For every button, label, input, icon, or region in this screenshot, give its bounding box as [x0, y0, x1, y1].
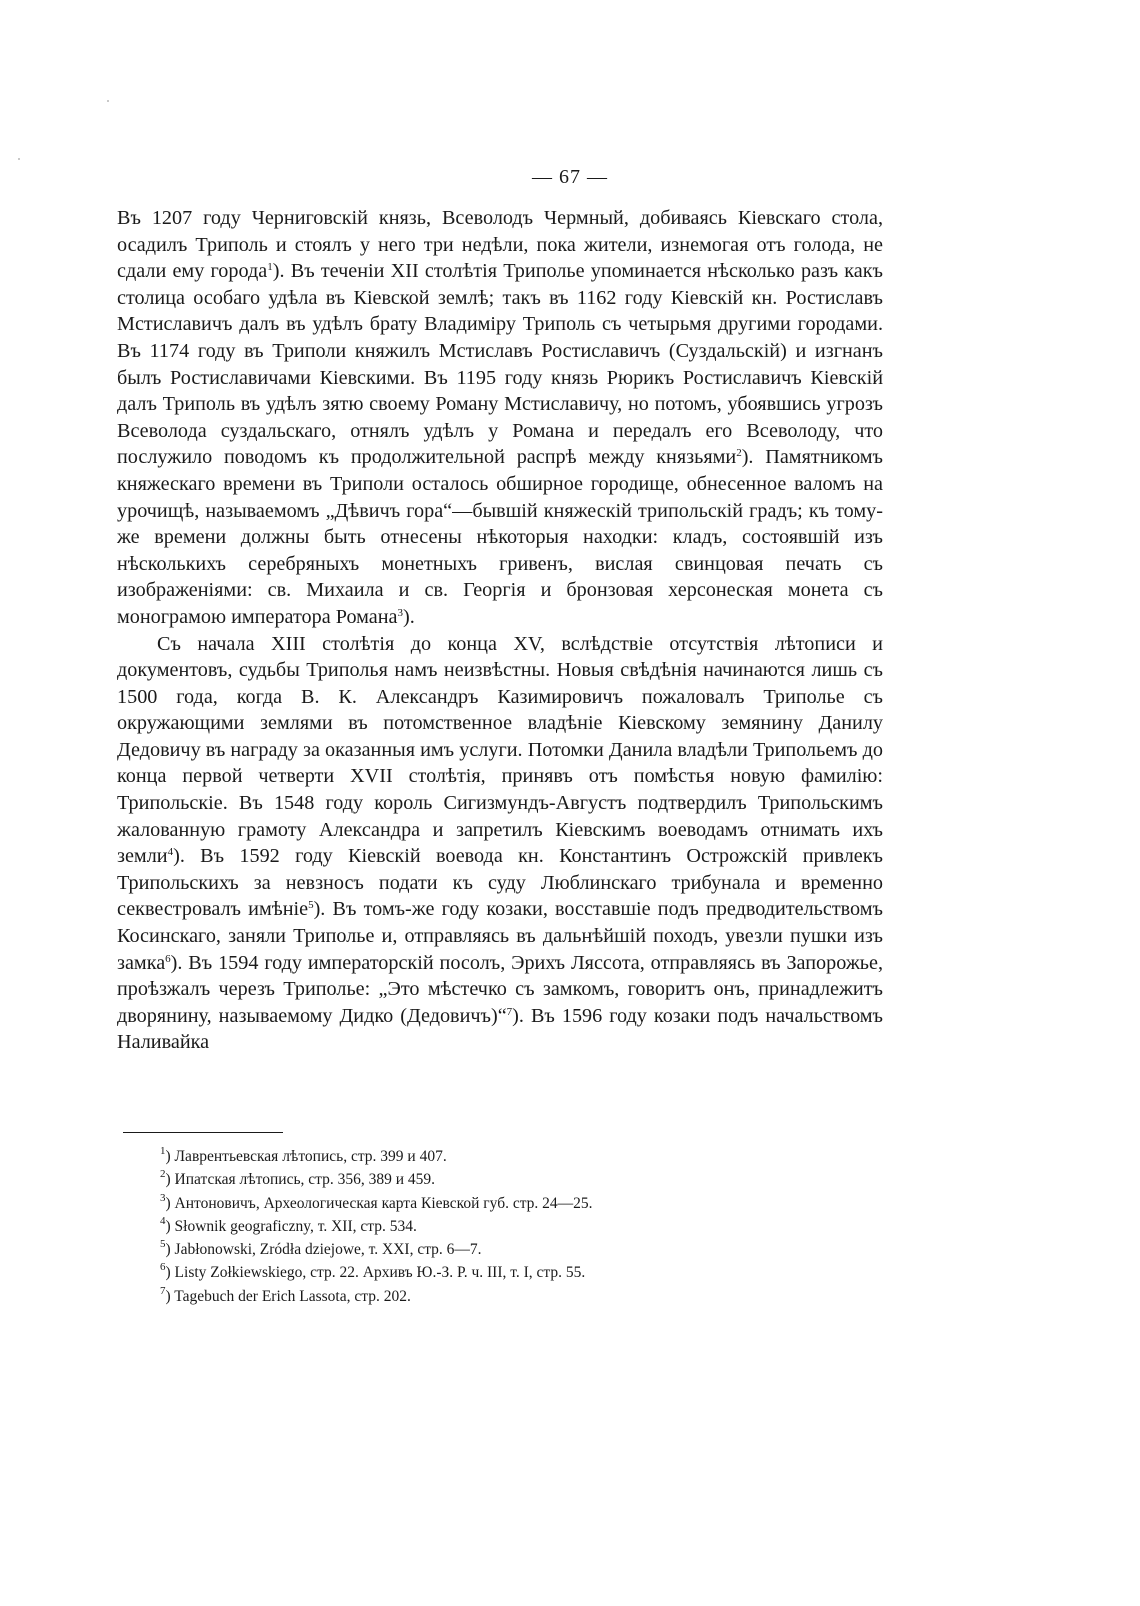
- footnote-text: Лаврентьевская лѣтопись, стр. 399 и 407.: [174, 1148, 447, 1165]
- text-run: ). Въ теченіи XII столѣтія Триполье упоминается нѣсколько разъ какъ столица особаго удѣла въ Кіевской землѣ; такъ въ 1162 году Кіевскій кн. Ростиславъ Мстиславичъ далъ въ удѣлъ брату Владиміру Триполь съ четырьмя другими городами. Въ 1174 году въ Триполи княжилъ Мстиславъ Ростиславичъ (Суздальскій) и изгнанъ былъ Ростиславичами Кіевскими. Въ 1195 году князь Рюрикъ Ростиславичъ Кіевскій далъ Триполь въ удѣлъ зятю своему Роману Мстиславичу, но потомъ, убоявшись угрозъ Всеволода суздальскаго, отнялъ удѣлъ у Романа и передалъ его Всеволоду, что послужило поводомъ къ продолжительной распрѣ между князьями: [117, 260, 883, 469]
- text-run: ). Въ томъ-же году козаки, восставшіе подъ предводительствомъ Косинскаго, заняли Триполье и, отправляясь въ дальнѣйшій походъ, увезли пушки изъ замка: [117, 898, 883, 974]
- footnote-text: Jabłonowski, Zródła dziejowe, т. XXI, стр. 6—7.: [174, 1241, 482, 1259]
- footnote-text: Tagebuch der Erich Lassota, стр. 202.: [174, 1287, 411, 1305]
- footnote-text: Антоновичъ, Археологическая карта Кіевской губ. стр. 24—25.: [174, 1194, 593, 1212]
- footnote-1: $^1$) Лаврентьевская лѣтопись, стр. 399 и 407.: [160, 1145, 447, 1165]
- text-run: ).: [403, 605, 415, 628]
- footnote-mark: 7: [160, 1284, 166, 1297]
- paragraph-2: [117, 631, 883, 1057]
- footnote-4: $^4$) Słownik geograficzny, т. XII, стр. 534.: [160, 1214, 417, 1235]
- text-run: Съ начала XIII столѣтія до конца XV, вслѣдствіе отсутствія лѣтописи и документовъ, судьбы Триполья намъ неизвѣстны. Новыя свѣдѣнія начинаются лишь съ 1500 года, когда В. К. Александръ Казимировичъ пожаловалъ Триполье съ окружающими землями въ потомственное владѣніе Кіевскому земянину Данилу Дедовичу въ награду за оказанныя имъ услуги. Потомки Данила владѣли Трипольемъ до конца первой четверти XVII столѣтія, принявъ отъ помѣстья новую фамилію: Трипольскіе. Въ 1548 году король Сигизмундъ-Августъ подтвердилъ Трипольскимъ жалованную грамоту Александра и запретилъ Кіевскимъ воеводамъ отнимать ихъ земли: [117, 632, 883, 868]
- footnote-ref: 2: [736, 447, 742, 460]
- text-run: ). Памятникомъ княжескаго времени въ Триполи осталось обширное городище, обнесенное валомъ на урочищѣ, называемомъ „Дѣвичъ гора“—бывшій княжескій трипольскій градъ; къ тому-же времени должны быть отнесены нѣкоторыя находки: кладъ, состоявшій изъ нѣсколькихъ серебряныхъ монетныхъ гривенъ, вислая свинцовая печать съ изображеніями: св. Михаила и св. Георгія и бронзовая херсонеская монета съ монограмою императора Романа: [117, 446, 883, 628]
- text-run: Въ 1207 году Черниговскій князь, Всеволодъ Чермный, добиваясь Кіевскаго стола, осадилъ Триполь и стоялъ у него три недѣли, пока жители, изнемогая отъ голода, не сдали ему города: [117, 207, 883, 283]
- footnote-2: $^2$) Ипатская лѣтопись, стр. 356, 389 и 459.: [160, 1168, 436, 1189]
- text-run: ). Въ 1596 году козаки подъ начальствомъ Наливайка: [117, 1004, 883, 1054]
- scan-speck: [107, 100, 109, 102]
- footnote-mark: 1: [160, 1145, 166, 1157]
- footnote-mark: 3: [160, 1191, 166, 1204]
- footnote-ref: 3: [397, 606, 404, 619]
- footnote-ref: 6: [165, 952, 171, 965]
- footnote-divider: [123, 1132, 283, 1133]
- footnote-mark: 2: [160, 1168, 166, 1181]
- footnote-text: Słownik geograficzny, т. XII, стр. 534.: [174, 1217, 417, 1235]
- footnote-ref: 4: [167, 846, 174, 859]
- footnote-text: Listy Zołkiewskiego, стр. 22. Архивъ Ю.-З. Р. ч. III, т. I, стр. 55.: [174, 1264, 586, 1282]
- footnote-mark: 4: [160, 1214, 166, 1227]
- text-run: ). Въ 1592 году Кіевскій воевода кн. Константинъ Острожскій привлекъ Трипольскихъ за невзносъ подати къ суду Люблинскаго трибунала и временно секвестровалъ имѣніе: [117, 845, 883, 921]
- page-number: — 67 —: [532, 166, 608, 188]
- footnotes: [160, 1145, 860, 1308]
- footnote-ref: 7: [506, 1005, 513, 1018]
- body-text: [117, 205, 883, 1056]
- footnote-ref: 5: [308, 899, 314, 912]
- text-run: ). Въ 1594 году императорскій посолъ, Эрихъ Ляссота, отправляясь въ Запорожье, проѣзжалъ черезъ Триполье: „Это мѣстечко съ замкомъ, говоритъ онъ, принадлежитъ дворянину, называемому Дидко (Дедовичъ)“: [117, 951, 883, 1027]
- footnote-mark: 5: [160, 1238, 166, 1251]
- footnote-7: $^7$) Tagebuch der Erich Lassota, стр. 202.: [160, 1284, 411, 1305]
- footnote-text: Ипатская лѣтопись, стр. 356, 389 и 459.: [174, 1171, 436, 1189]
- footnote-6: $^6$) Listy Zołkiewskiego, стр. 22. Архивъ Ю.-З. Р. ч. III, т. I, стр. 55.: [160, 1261, 586, 1282]
- footnote-mark: 6: [160, 1261, 166, 1274]
- footnote-ref: 1: [267, 261, 273, 274]
- footnote-3: $^3$) Антоновичъ, Археологическая карта Кіевской губ. стр. 24—25.: [160, 1191, 593, 1212]
- paragraph-1: [117, 205, 883, 631]
- footnote-5: $^5$) Jabłonowski, Zródła dziejowe, т. XXI, стр. 6—7.: [160, 1238, 482, 1259]
- scan-speck: [18, 158, 20, 160]
